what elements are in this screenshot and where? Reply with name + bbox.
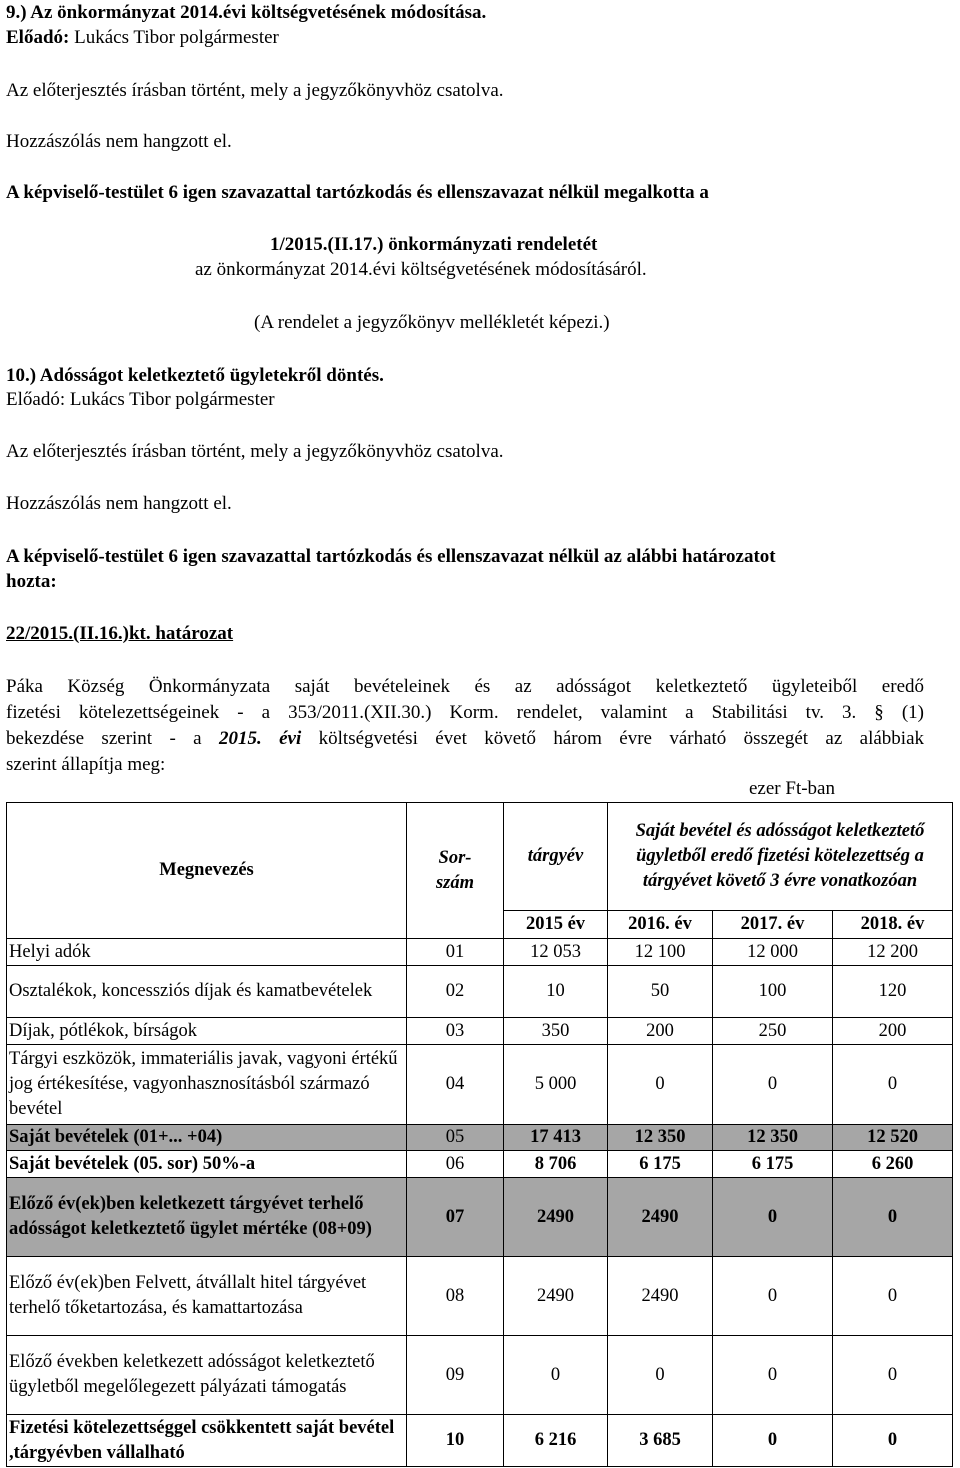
item10-presenter: [6, 389, 275, 411]
header-index-text: Sor-szám: [435, 847, 475, 893]
row-name: Saját bevételek (05. sor) 50%-a: [7, 1151, 407, 1178]
header-subject-year: [504, 803, 608, 911]
row-value: 0: [713, 1336, 833, 1415]
row-index: 01: [407, 939, 504, 966]
row-value: 2490: [608, 1257, 713, 1336]
row-value: 0: [833, 1178, 953, 1257]
year-cell: 2017. év: [713, 911, 833, 939]
row-index: 06: [407, 1151, 504, 1178]
row-value: 0: [608, 1336, 713, 1415]
presenter-name: Lukács Tibor polgármester: [74, 27, 279, 48]
item10-vote-line2: hozta:: [6, 571, 57, 592]
row-value: 12 100: [608, 939, 713, 966]
body-line-1: Páka Község Önkormányzata saját bevételeinek és az adósságot keletkeztető ügyleteiből eredő: [6, 676, 924, 697]
table-row-half: [7, 1151, 953, 1178]
row-value: 100: [713, 966, 833, 1018]
row-value: 0: [713, 1178, 833, 1257]
row-value: 10: [504, 966, 608, 1018]
row-value: 12 350: [608, 1125, 713, 1151]
item9-heading: 9.) Az önkormányzat 2014.évi költségvetésének módosítása.: [6, 2, 487, 23]
item9-presenter: [6, 27, 279, 49]
table-row-debt: [7, 1178, 953, 1257]
item9-decree-title: az önkormányzat 2014.évi költségvetésének módosításáról.: [195, 259, 647, 280]
row-index: 03: [407, 1018, 504, 1045]
row-value: 0: [713, 1045, 833, 1125]
body-line-3a: bekezdése szerint - a: [6, 728, 202, 749]
year-cell: 2018. év: [833, 911, 953, 939]
row-value: 250: [713, 1018, 833, 1045]
header-name: [7, 803, 407, 939]
row-value: 200: [833, 1018, 953, 1045]
table-row: [7, 966, 953, 1018]
budget-table: [6, 802, 953, 1467]
row-name: Előző években keletkezett adósságot keletkeztető ügyletből megelőlegezett pályázati támogatás: [7, 1336, 407, 1415]
row-value: 3 685: [608, 1415, 713, 1467]
presenter-label: Előadó:: [6, 389, 66, 410]
body-line-4: szerint állapítja meg:: [6, 754, 166, 775]
unit-label: ezer Ft-ban: [749, 778, 835, 799]
row-value: 6 175: [608, 1151, 713, 1178]
header-subject-year-text: tárgyév: [527, 846, 584, 866]
table-row: [7, 939, 953, 966]
row-value: 0: [833, 1336, 953, 1415]
row-value: 0: [833, 1257, 953, 1336]
item10-heading: 10.) Adósságot keletkeztető ügyletekről döntés.: [6, 365, 384, 386]
item9-annex-note: (A rendelet a jegyzőkönyv mellékletét képezi.): [254, 312, 610, 333]
presenter-label: Előadó:: [6, 27, 70, 48]
year-cell: 2016. év: [608, 911, 713, 939]
body-line-3: [6, 726, 924, 752]
row-value: 2490: [504, 1178, 608, 1257]
row-index: 08: [407, 1257, 504, 1336]
row-index: 02: [407, 966, 504, 1018]
row-value: 6 260: [833, 1151, 953, 1178]
row-value: 17 413: [504, 1125, 608, 1151]
row-value: 6 216: [504, 1415, 608, 1467]
body-line-2: fizetési kötelezettségeinek - a 353/2011.(XII.30.) Korm. rendelet, valamint a Stabilitási tv. 3. § (1): [6, 702, 924, 723]
row-index: 09: [407, 1336, 504, 1415]
row-value: 6 175: [713, 1151, 833, 1178]
body-line-3-year: 2015. évi: [218, 728, 302, 749]
row-name: Előző év(ek)ben keletkezett tárgyévet terhelő adósságot keletkeztető ügylet mértéke (08+09): [7, 1178, 407, 1257]
row-value: 5 000: [504, 1045, 608, 1125]
table-header-row: [7, 803, 953, 911]
item9-comments: Hozzászólás nem hangzott el.: [6, 131, 232, 152]
row-name: Előző év(ek)ben Felvett, átvállalt hitel tárgyévet terhelő tőketartozása, és kamattartozása: [7, 1257, 407, 1336]
header-name-text: Megnevezés: [159, 860, 254, 880]
row-name: Osztalékok, koncessziós díjak és kamatbevételek: [7, 966, 407, 1018]
resolution-number: 22/2015.(II.16.)kt. határozat: [6, 623, 234, 644]
row-value: 0: [504, 1336, 608, 1415]
resolution-body: [6, 674, 924, 778]
row-value: 2490: [608, 1178, 713, 1257]
table-row: [7, 1018, 953, 1045]
row-name: Helyi adók: [7, 939, 407, 966]
row-value: 12 200: [833, 939, 953, 966]
row-index: 05: [407, 1125, 504, 1151]
row-value: 350: [504, 1018, 608, 1045]
table-row: [7, 1257, 953, 1336]
row-value: 12 520: [833, 1125, 953, 1151]
item9-decree-number: 1/2015.(II.17.) önkormányzati rendeletét: [270, 234, 598, 255]
row-value: 0: [833, 1415, 953, 1467]
header-future: [608, 803, 953, 911]
table-row: [7, 1045, 953, 1125]
row-index: 07: [407, 1178, 504, 1257]
table-row: [7, 1336, 953, 1415]
header-index: [407, 803, 504, 939]
row-name: Tárgyi eszközök, immateriális javak, vagyoni értékű jog értékesítése, vagyonhasznosításból származó bevétel: [7, 1045, 407, 1125]
row-value: 0: [713, 1415, 833, 1467]
row-value: 12 000: [713, 939, 833, 966]
presenter-name: Lukács Tibor polgármester: [69, 389, 275, 410]
item9-vote: A képviselő-testület 6 igen szavazattal tartózkodás és ellenszavazat nélkül megalkotta a: [6, 182, 709, 203]
row-name: Fizetési kötelezettséggel csökkentett saját bevétel ,tárgyévben vállalható: [7, 1415, 407, 1467]
row-index: 04: [407, 1045, 504, 1125]
row-name: Saját bevételek (01+... +04): [7, 1125, 407, 1151]
item9-submission: Az előterjesztés írásban történt, mely a jegyzőkönyvhöz csatolva.: [6, 80, 504, 101]
row-value: 8 706: [504, 1151, 608, 1178]
row-value: 0: [833, 1045, 953, 1125]
row-value: 200: [608, 1018, 713, 1045]
row-value: 0: [608, 1045, 713, 1125]
body-line-3c: költségvetési évet követő három évre várható összegét az alábbiak: [318, 728, 925, 749]
row-value: 12 053: [504, 939, 608, 966]
row-value: 0: [713, 1257, 833, 1336]
row-index: 10: [407, 1415, 504, 1467]
year-cell: 2015 év: [504, 911, 608, 939]
item10-comments: Hozzászólás nem hangzott el.: [6, 493, 232, 514]
row-value: 2490: [504, 1257, 608, 1336]
item10-vote-line1: A képviselő-testület 6 igen szavazattal tartózkodás és ellenszavazat nélkül az alábbi határozatot: [6, 546, 776, 567]
header-future-text: Saját bevétel és adósságot keletkeztető ügyletből eredő fizetési kötelezettség a tárgyévet követő 3 évre vonatkozóan: [635, 821, 925, 891]
row-name: Díjak, pótlékok, bírságok: [7, 1018, 407, 1045]
item10-submission: Az előterjesztés írásban történt, mely a jegyzőkönyvhöz csatolva.: [6, 441, 504, 462]
row-value: 50: [608, 966, 713, 1018]
table-row-subtotal: [7, 1125, 953, 1151]
table-row-total: [7, 1415, 953, 1467]
row-value: 120: [833, 966, 953, 1018]
row-value: 12 350: [713, 1125, 833, 1151]
